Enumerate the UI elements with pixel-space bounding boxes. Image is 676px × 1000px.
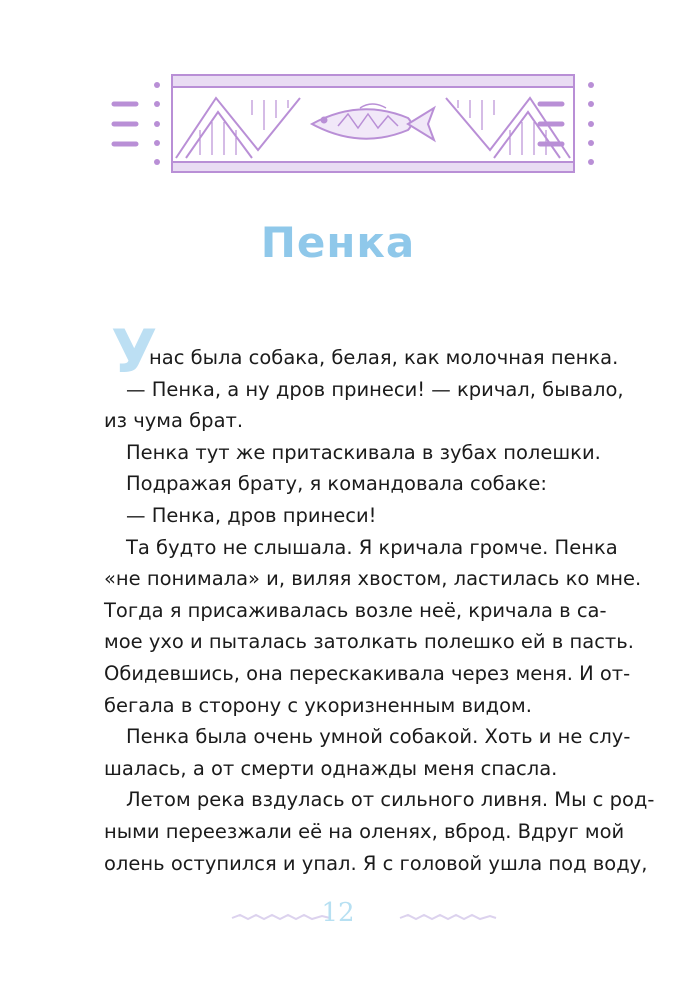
text-line: — Пенка, дров принеси! bbox=[126, 503, 377, 527]
text-line: Та будто не слышала. Я кричала громче. Пенка bbox=[126, 535, 618, 559]
left-dashes bbox=[114, 104, 136, 144]
text-line: Обидевшись, она перескакивала через меня. И от- bbox=[104, 661, 631, 685]
text-line: Подражая брату, я командовала собаке: bbox=[126, 472, 547, 496]
body-text bbox=[104, 330, 655, 879]
header-ornament bbox=[0, 0, 676, 200]
text-line: олень оступился и упал. Я с головой ушла под воду, bbox=[104, 851, 648, 875]
text-line: Летом река вздулась от сильного ливня. Мы с род- bbox=[126, 788, 655, 812]
text-line: Тогда я присаживалась возле неё, кричала в са- bbox=[104, 598, 607, 622]
text-line: Пенка была очень умной собакой. Хоть и не слу- bbox=[126, 725, 631, 749]
text-line: бегала в сторону с укоризненным видом. bbox=[104, 693, 532, 717]
text-line: Пенка тут же притаскивала в зубах полешки. bbox=[126, 440, 601, 464]
text-line: из чума брат. bbox=[104, 409, 244, 433]
text-line: шалась, а от смерти однажды меня спасла. bbox=[104, 756, 558, 780]
page-number: 12 bbox=[321, 898, 355, 928]
drop-cap: У bbox=[111, 317, 158, 387]
text-line: «не понимала» и, виляя хвостом, ластилась ко мне. bbox=[104, 567, 642, 591]
text-line: ными переезжали её на оленях, вброд. Вдруг мой bbox=[104, 819, 625, 843]
fish-ornament-icon bbox=[0, 0, 676, 200]
chapter-title: Пенка bbox=[260, 218, 416, 267]
text-line: нас была собака, белая, как молочная пенка. bbox=[149, 346, 619, 369]
text-line: мое ухо и пыталась затолкать полешко ей в пасть. bbox=[104, 630, 634, 654]
text-line: — Пенка, а ну дров принеси! — кричал, бывало, bbox=[126, 377, 624, 401]
